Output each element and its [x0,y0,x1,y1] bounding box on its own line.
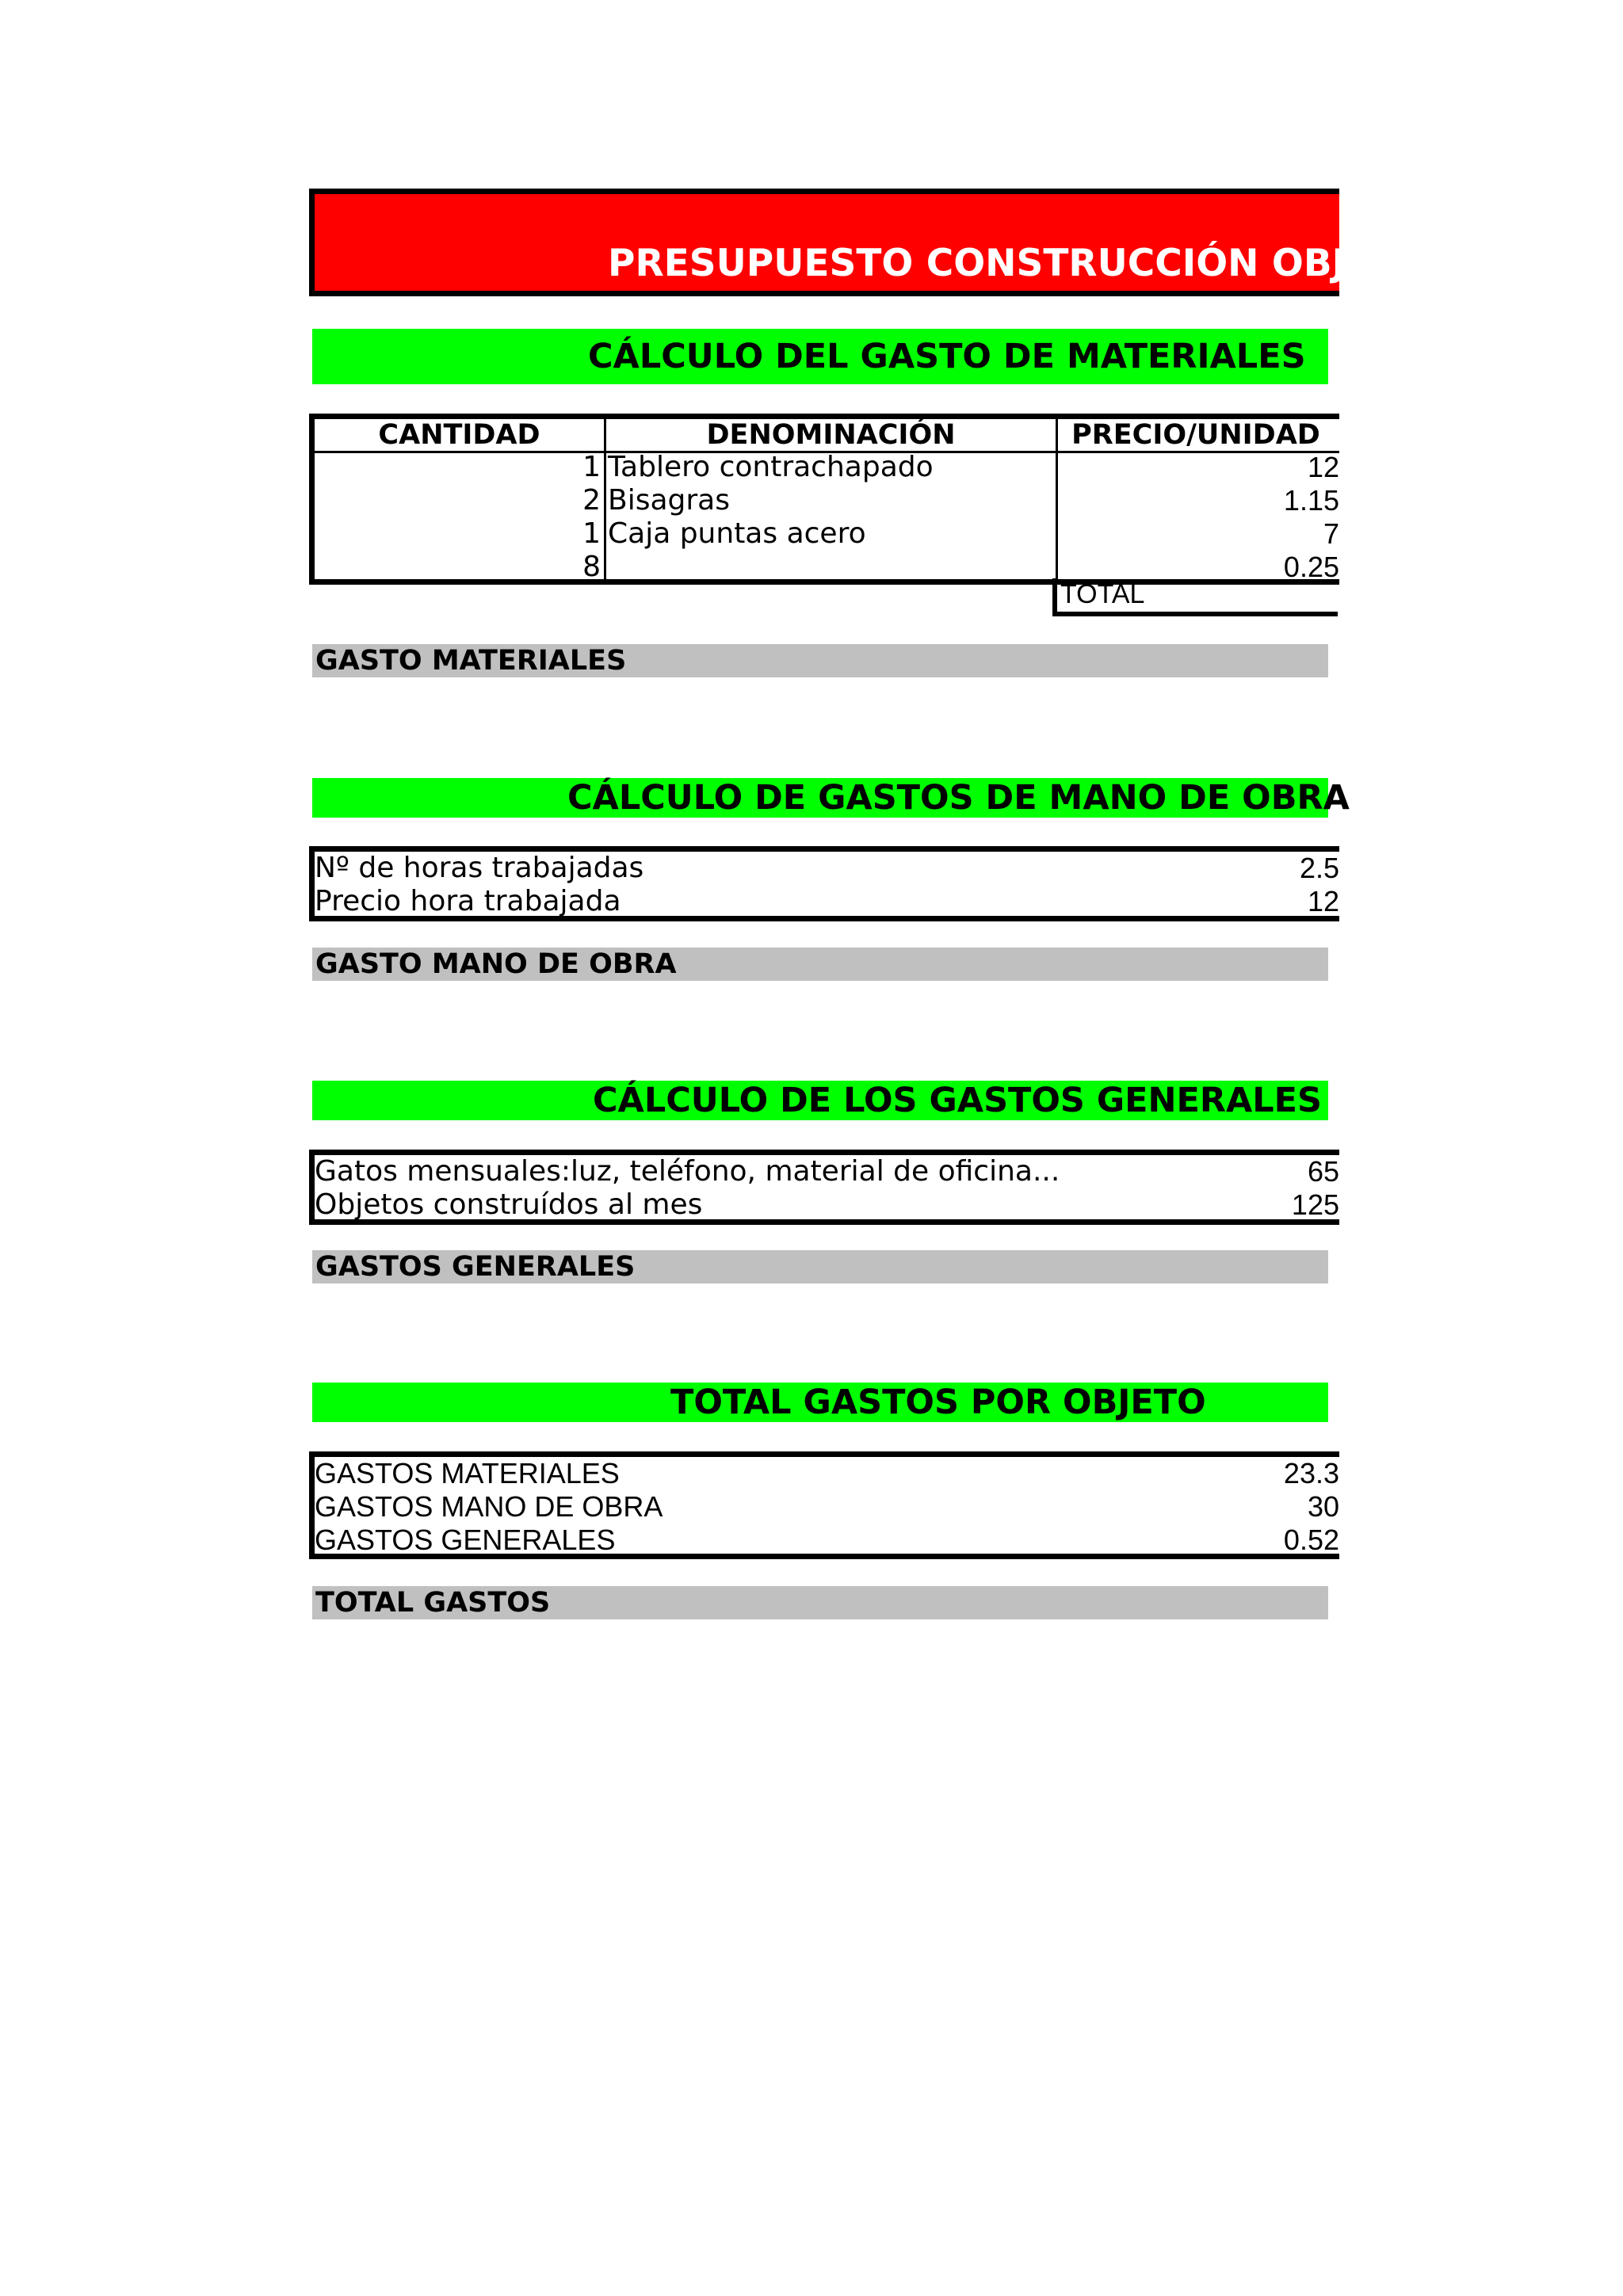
totales-heading-bar [312,1383,1328,1422]
precio-cell: 0.25 [1283,551,1339,583]
row-label: GASTOS GENERALES [315,1524,616,1556]
row-label: GASTOS MATERIALES [315,1457,620,1489]
gasto-mano-obra-bar [312,948,1328,981]
materiales-heading: CÁLCULO DEL GASTO DE MATERIALES [588,337,1306,376]
cantidad-cell: 1 [582,517,601,550]
column-header-precio: PRECIO/UNIDAD [1071,419,1320,451]
row-label: Objetos construídos al mes [315,1188,703,1221]
column-header-denominacion: DENOMINACIÓN [706,419,956,451]
total-label: TOTAL [1060,579,1145,609]
row-value: 2.5 [1299,852,1339,884]
precio-cell: 7 [1323,517,1339,550]
row-value: 65 [1307,1155,1339,1188]
gasto-mano-obra-label: GASTO MANO DE OBRA [315,948,677,980]
denominacion-cell: Caja puntas acero [608,517,866,550]
materiales-table [309,414,1339,585]
page-title: PRESUPUESTO CONSTRUCCIÓN OBJE [608,242,1372,285]
precio-cell: 1.15 [1283,484,1339,517]
column-header-cantidad: CANTIDAD [378,419,540,451]
denominacion-cell: Tablero contrachapado [608,451,934,483]
generales-heading: CÁLCULO DE LOS GASTOS GENERALES [593,1081,1323,1120]
generales-heading-bar [312,1081,1328,1120]
gasto-materiales-bar [312,644,1328,677]
cantidad-cell: 1 [582,451,601,483]
mano-obra-heading-bar [312,778,1350,818]
gasto-materiales-label: GASTO MATERIALES [315,645,627,677]
row-value: 12 [1307,885,1339,917]
denominacion-cell: Bisagras [608,484,730,517]
mano-obra-table [309,846,1339,921]
title-bar [309,189,1372,296]
total-cell [1052,578,1338,616]
total-gastos-label: TOTAL GASTOS [315,1587,551,1619]
gastos-generales-bar [312,1250,1328,1283]
row-label: Nº de horas trabajadas [315,852,644,884]
gastos-generales-label: GASTOS GENERALES [315,1251,636,1283]
row-label: Precio hora trabajada [315,885,621,917]
cantidad-cell: 2 [582,484,601,517]
precio-cell: 12 [1307,451,1339,483]
totales-heading: TOTAL GASTOS POR OBJETO [670,1383,1206,1422]
row-value: 23.3 [1283,1457,1339,1489]
row-label: GASTOS MANO DE OBRA [315,1490,663,1523]
row-value: 0.52 [1283,1524,1339,1556]
generales-table [309,1150,1339,1225]
totales-table [309,1451,1339,1559]
mano-obra-heading: CÁLCULO DE GASTOS DE MANO DE OBRA [567,778,1350,818]
spreadsheet-page [309,0,1372,2296]
row-value: 125 [1291,1188,1339,1221]
cantidad-cell: 8 [582,551,601,583]
materiales-heading-bar [312,329,1328,384]
row-value: 30 [1307,1490,1339,1523]
row-label: Gatos mensuales:luz, teléfono, material de oficina... [315,1155,1060,1188]
total-gastos-bar [312,1586,1328,1619]
